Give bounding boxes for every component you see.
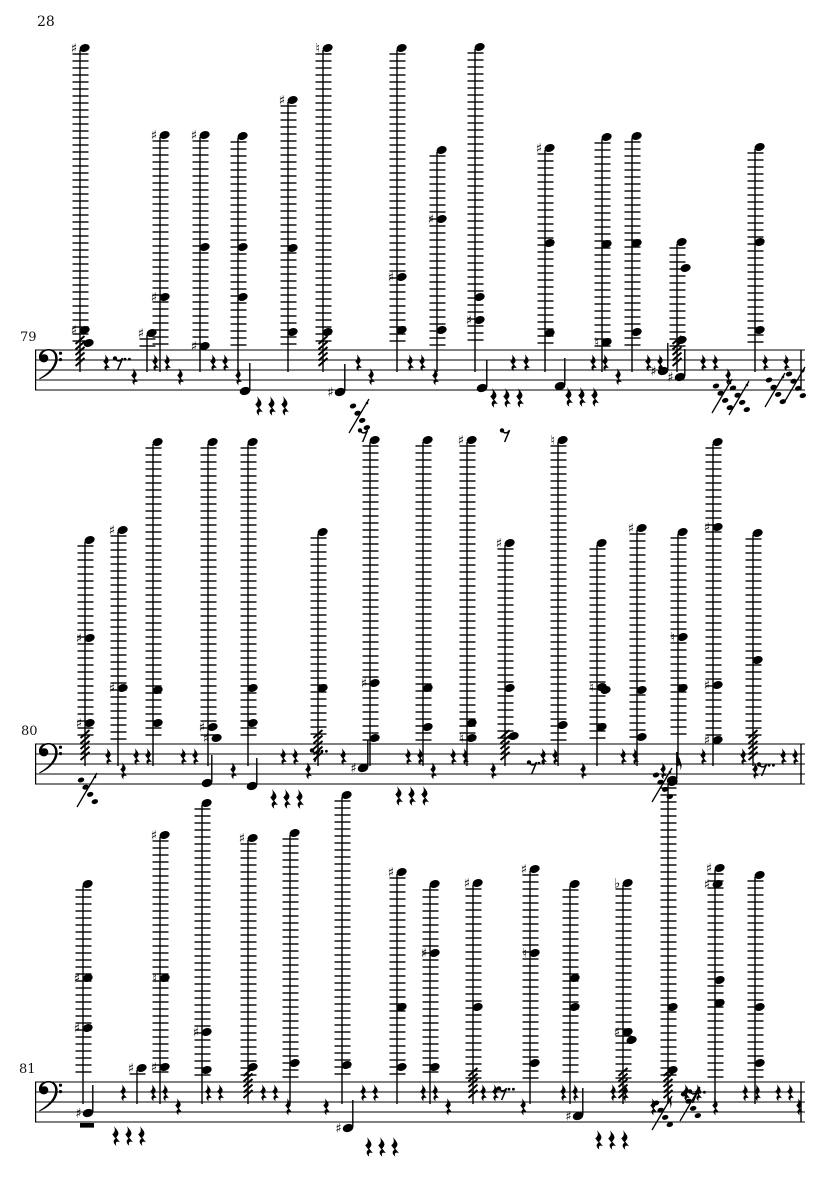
grace-run [729, 381, 751, 415]
eighth-rest-icon [497, 1086, 515, 1100]
quarter-rest-icon [272, 1084, 279, 1101]
note-tower [335, 790, 353, 1104]
note-tower [109, 524, 129, 767]
quarter-rest-icon [340, 748, 347, 765]
quarter-rest-icon [762, 354, 769, 371]
sharp-icon: ♯ [703, 678, 711, 694]
note-tower [550, 434, 568, 767]
quarter-rest-icon [281, 396, 289, 416]
quarter-rest-icon [572, 1084, 579, 1101]
quarter-rest-icon [180, 748, 187, 765]
sharp-icon: ♯ [465, 313, 473, 329]
quarter-rest-icon [520, 1098, 527, 1115]
triple-quarter-rest [270, 789, 304, 809]
note-tower [239, 832, 259, 1105]
quarter-rest-icon [405, 748, 412, 765]
quarter-rest-icon [222, 354, 229, 371]
quarter-rest-icon [270, 789, 278, 809]
sharp-icon: ♯ [457, 433, 465, 449]
quarter-rest-icon [700, 748, 707, 765]
grace-run [785, 367, 807, 401]
note-tower [536, 142, 556, 373]
note-tower [563, 879, 581, 1104]
sharp-icon: ♯ [150, 828, 158, 844]
natural-icon: ♮ [522, 946, 528, 962]
quarter-rest-icon [632, 748, 639, 765]
note-tower [361, 435, 381, 766]
sharp-icon: ♯ [703, 877, 711, 893]
sharp-icon: ♯ [73, 971, 81, 987]
quarter-rest-icon [590, 354, 597, 371]
sharp-icon: ♯ [703, 520, 711, 536]
quarter-rest-icon [503, 388, 511, 408]
system-80 [35, 434, 805, 809]
quarter-rest-icon [365, 1137, 373, 1157]
quarter-rest-icon [355, 354, 362, 371]
note-tower [521, 863, 541, 1105]
natural-icon: ♮ [589, 680, 595, 696]
quarter-rest-icon [175, 1098, 182, 1115]
quarter-rest-icon [432, 1084, 439, 1101]
sharp-icon: ♯ [150, 1060, 158, 1076]
quarter-rest-icon [177, 368, 184, 385]
quarter-rest-icon [796, 1098, 803, 1115]
note-tower [428, 145, 448, 372]
quarter-rest-icon [775, 1084, 782, 1101]
tremolo-hatch [469, 1068, 478, 1098]
note-tower [458, 434, 478, 767]
quarter-rest-icon [391, 1137, 399, 1157]
sharp-icon: ♯ [565, 1109, 572, 1125]
sharp-icon: ♯ [108, 523, 116, 539]
quarter-rest-icon [105, 748, 112, 765]
sharp-icon: ♯ [198, 720, 206, 736]
triple-quarter-rest [365, 1137, 399, 1157]
grace-run [712, 379, 734, 413]
quarter-rest-icon [283, 789, 291, 809]
quarter-rest-icon [408, 786, 416, 806]
note-tower [704, 437, 724, 766]
note-tower [388, 866, 408, 1105]
natural-icon: ♮ [594, 335, 600, 351]
sharp-icon: ♯ [613, 1025, 621, 1041]
note-tower [466, 42, 486, 372]
quarter-rest-icon [192, 748, 199, 765]
quarter-rest-icon [120, 762, 127, 779]
quarter-rest-icon [740, 748, 747, 765]
quarter-rest-icon [372, 1084, 379, 1101]
sharp-icon: ♯ [108, 681, 116, 697]
note-tower [146, 437, 164, 766]
sharp-icon: ♯ [335, 1121, 342, 1137]
quarter-rest-icon [420, 1084, 427, 1101]
quarter-rest-icon [164, 354, 171, 371]
quarter-rest-icon [608, 1130, 616, 1150]
staff-rests [120, 1084, 803, 1115]
flat-icon: ♭ [613, 876, 621, 892]
quarter-rest-icon [580, 762, 587, 779]
note-tower [748, 870, 766, 1104]
quarter-rest-icon [368, 368, 375, 385]
note-tower [614, 877, 638, 1105]
sharp-icon: ♯ [420, 946, 428, 962]
note-tower [661, 777, 679, 1109]
quarter-rest-icon [378, 1137, 386, 1157]
quarter-rest-icon [138, 1126, 146, 1146]
grace-run [349, 399, 371, 433]
sharp-icon: ♯ [278, 93, 286, 109]
note-tower [315, 42, 333, 373]
quarter-rest-icon [780, 748, 787, 765]
sharp-icon: ♯ [327, 385, 334, 401]
bass-note [476, 360, 489, 393]
note-tower [311, 527, 329, 766]
sharp-icon: ♯ [127, 1061, 135, 1077]
half-rest-block [80, 1123, 94, 1128]
staff-rests [103, 354, 790, 442]
triple-quarter-rest [595, 1130, 629, 1150]
sharp-icon: ♯ [202, 731, 210, 747]
note-tower [283, 828, 301, 1104]
quarter-rest-icon [783, 354, 790, 371]
quarter-rest-icon [432, 368, 439, 385]
note-tower [128, 1062, 148, 1105]
quarter-rest-icon [125, 1126, 133, 1146]
quarter-rest-icon [742, 1084, 749, 1101]
quarter-rest-icon [395, 786, 403, 806]
quarter-rest-icon [510, 354, 517, 371]
quarter-rest-icon [787, 1084, 794, 1101]
sharp-icon: ♯ [703, 733, 711, 749]
note-tower [74, 879, 94, 1104]
quarter-rest-icon [430, 762, 437, 779]
quarter-rest-icon [205, 1084, 212, 1101]
note-tower [241, 437, 259, 766]
note-tower [670, 527, 688, 771]
measure-number-81: 81 [19, 1062, 36, 1077]
quarter-rest-icon [285, 1098, 292, 1115]
bass-clef-icon [39, 743, 62, 773]
natural-icon: ♮ [315, 41, 321, 57]
staff-lines [35, 350, 805, 390]
quarter-rest-icon [602, 354, 609, 371]
sharp-icon: ♯ [70, 323, 78, 339]
quarter-rest-icon [323, 1098, 330, 1115]
system-79 [35, 42, 807, 443]
ledger-lines [283, 839, 299, 1077]
sharp-icon: ♯ [73, 1021, 81, 1037]
note-tower [199, 437, 223, 766]
note-tower [76, 535, 96, 766]
sharp-icon: ♯ [650, 364, 657, 380]
quarter-rest-icon [162, 1084, 169, 1101]
grace-run [77, 773, 99, 807]
note-tower [748, 142, 766, 372]
quarter-rest-icon [523, 354, 530, 371]
quarter-rest-icon [480, 1084, 487, 1101]
note-tower [279, 94, 299, 373]
bass-note [350, 740, 369, 777]
natural-icon: ♮ [550, 433, 556, 449]
bass-note [554, 358, 567, 391]
sharp-icon: ♯ [535, 141, 543, 157]
note-tower [746, 528, 764, 766]
sharp-icon: ♯ [387, 270, 395, 286]
sharp-icon: ♯ [75, 1106, 82, 1122]
quarter-rest-icon [235, 368, 242, 385]
note-tower [594, 132, 612, 372]
bass-note [335, 1100, 354, 1137]
sharp-icon: ♯ [150, 290, 158, 306]
quarter-rest-icon [255, 396, 263, 416]
quarter-rest-icon [516, 388, 524, 408]
quarter-rest-icon [305, 762, 312, 779]
sharp-icon: ♯ [137, 326, 145, 342]
quarter-rest-icon [660, 762, 667, 779]
triple-quarter-rest [255, 396, 289, 416]
note-tower [416, 435, 434, 766]
sharp-icon: ♯ [463, 876, 471, 892]
quarter-rest-icon [112, 1126, 120, 1146]
quarter-rest-icon [445, 1098, 452, 1115]
grace-run [652, 1096, 674, 1130]
note-tower [625, 131, 643, 372]
note-tower [138, 327, 158, 373]
measure-number-79: 79 [20, 330, 37, 345]
sharp-icon: ♯ [427, 212, 435, 228]
triple-quarter-rest [490, 388, 524, 408]
note-tower [193, 798, 213, 1104]
page-number: 28 [37, 14, 55, 30]
quarter-rest-icon [280, 748, 287, 765]
bass-clef-icon [39, 349, 62, 379]
quarter-rest-icon [230, 762, 237, 779]
sharp-icon: ♯ [350, 761, 357, 777]
quarter-rest-icon [620, 748, 627, 765]
sharp-icon: ♯ [150, 128, 158, 144]
quarter-rest-icon [120, 1084, 127, 1101]
system-81 [35, 777, 805, 1157]
sharp-icon: ♯ [520, 862, 528, 878]
quarter-rest-icon [700, 354, 707, 371]
tremolo-hatch [501, 730, 510, 760]
quarter-rest-icon [421, 786, 429, 806]
bass-clef-icon [39, 1081, 62, 1111]
quarter-rest-icon [268, 396, 276, 416]
ledger-lines [281, 106, 297, 344]
quarter-rest-icon [292, 748, 299, 765]
sharp-icon: ♯ [75, 631, 83, 647]
note-tower [464, 877, 484, 1105]
quarter-rest-icon [152, 354, 159, 371]
sharp-icon: ♯ [360, 676, 368, 692]
triple-quarter-rest [395, 786, 429, 806]
note-tower [670, 237, 692, 372]
quarter-rest-icon [490, 388, 498, 408]
quarter-rest-icon [131, 368, 138, 385]
quarter-rest-icon [621, 1130, 629, 1150]
sharp-icon: ♯ [238, 831, 246, 847]
quarter-rest-icon [615, 368, 622, 385]
sharp-icon: ♯ [705, 861, 713, 877]
quarter-rest-icon [217, 1084, 224, 1101]
note-tower [628, 522, 648, 767]
quarter-rest-icon [450, 748, 457, 765]
sharp-icon: ♯ [70, 41, 78, 57]
measure-number-80: 80 [21, 724, 38, 739]
note-tower [388, 43, 408, 372]
eighth-rest-icon [358, 428, 368, 442]
sharp-icon: ♯ [627, 521, 635, 537]
quarter-rest-icon [712, 354, 719, 371]
note-tower [704, 862, 726, 1105]
quarter-rest-icon [260, 1084, 267, 1101]
note-tower [191, 129, 211, 373]
note-tower [421, 879, 441, 1104]
bass-note [201, 755, 214, 788]
quarter-rest-icon [145, 748, 152, 765]
quarter-rest-icon [360, 1084, 367, 1101]
quarter-rest-icon [150, 1084, 157, 1101]
quarter-rest-icon [210, 354, 217, 371]
eighth-rest-icon [500, 428, 510, 442]
sharp-icon: ♯ [190, 339, 198, 355]
note-tower [496, 537, 520, 767]
quarter-rest-icon [103, 354, 110, 371]
quarter-rest-icon [419, 354, 426, 371]
quarter-rest-icon [296, 789, 304, 809]
sharp-icon: ♯ [495, 536, 503, 552]
note-tower [71, 42, 95, 373]
quarter-rest-icon [407, 354, 414, 371]
tremolo-hatch [244, 1068, 253, 1098]
note-tower [231, 131, 249, 372]
sharp-icon: ♯ [75, 716, 83, 732]
note-tower [151, 829, 171, 1105]
quarter-rest-icon [595, 1130, 603, 1150]
sharp-icon: ♯ [667, 370, 674, 386]
quarter-rest-icon [490, 762, 497, 779]
quarter-rest-icon [610, 1084, 617, 1101]
quarter-rest-icon [462, 748, 469, 765]
sharp-icon: ♯ [190, 128, 198, 144]
sharp-icon: ♯ [387, 865, 395, 881]
quarter-rest-icon [560, 1084, 567, 1101]
note-tower [589, 538, 611, 766]
natural-icon: ♮ [459, 731, 465, 747]
bass-note [75, 1085, 94, 1128]
natural-icon: ♮ [670, 630, 676, 646]
natural-icon: ♮ [152, 971, 158, 987]
sharp-icon: ♯ [192, 1025, 200, 1041]
quarter-rest-icon [712, 1098, 719, 1115]
triple-quarter-rest [112, 1126, 146, 1146]
quarter-rest-icon [792, 748, 799, 765]
eighth-rest-icon [113, 356, 131, 370]
quarter-rest-icon [133, 748, 140, 765]
ledger-lines [420, 890, 439, 1072]
